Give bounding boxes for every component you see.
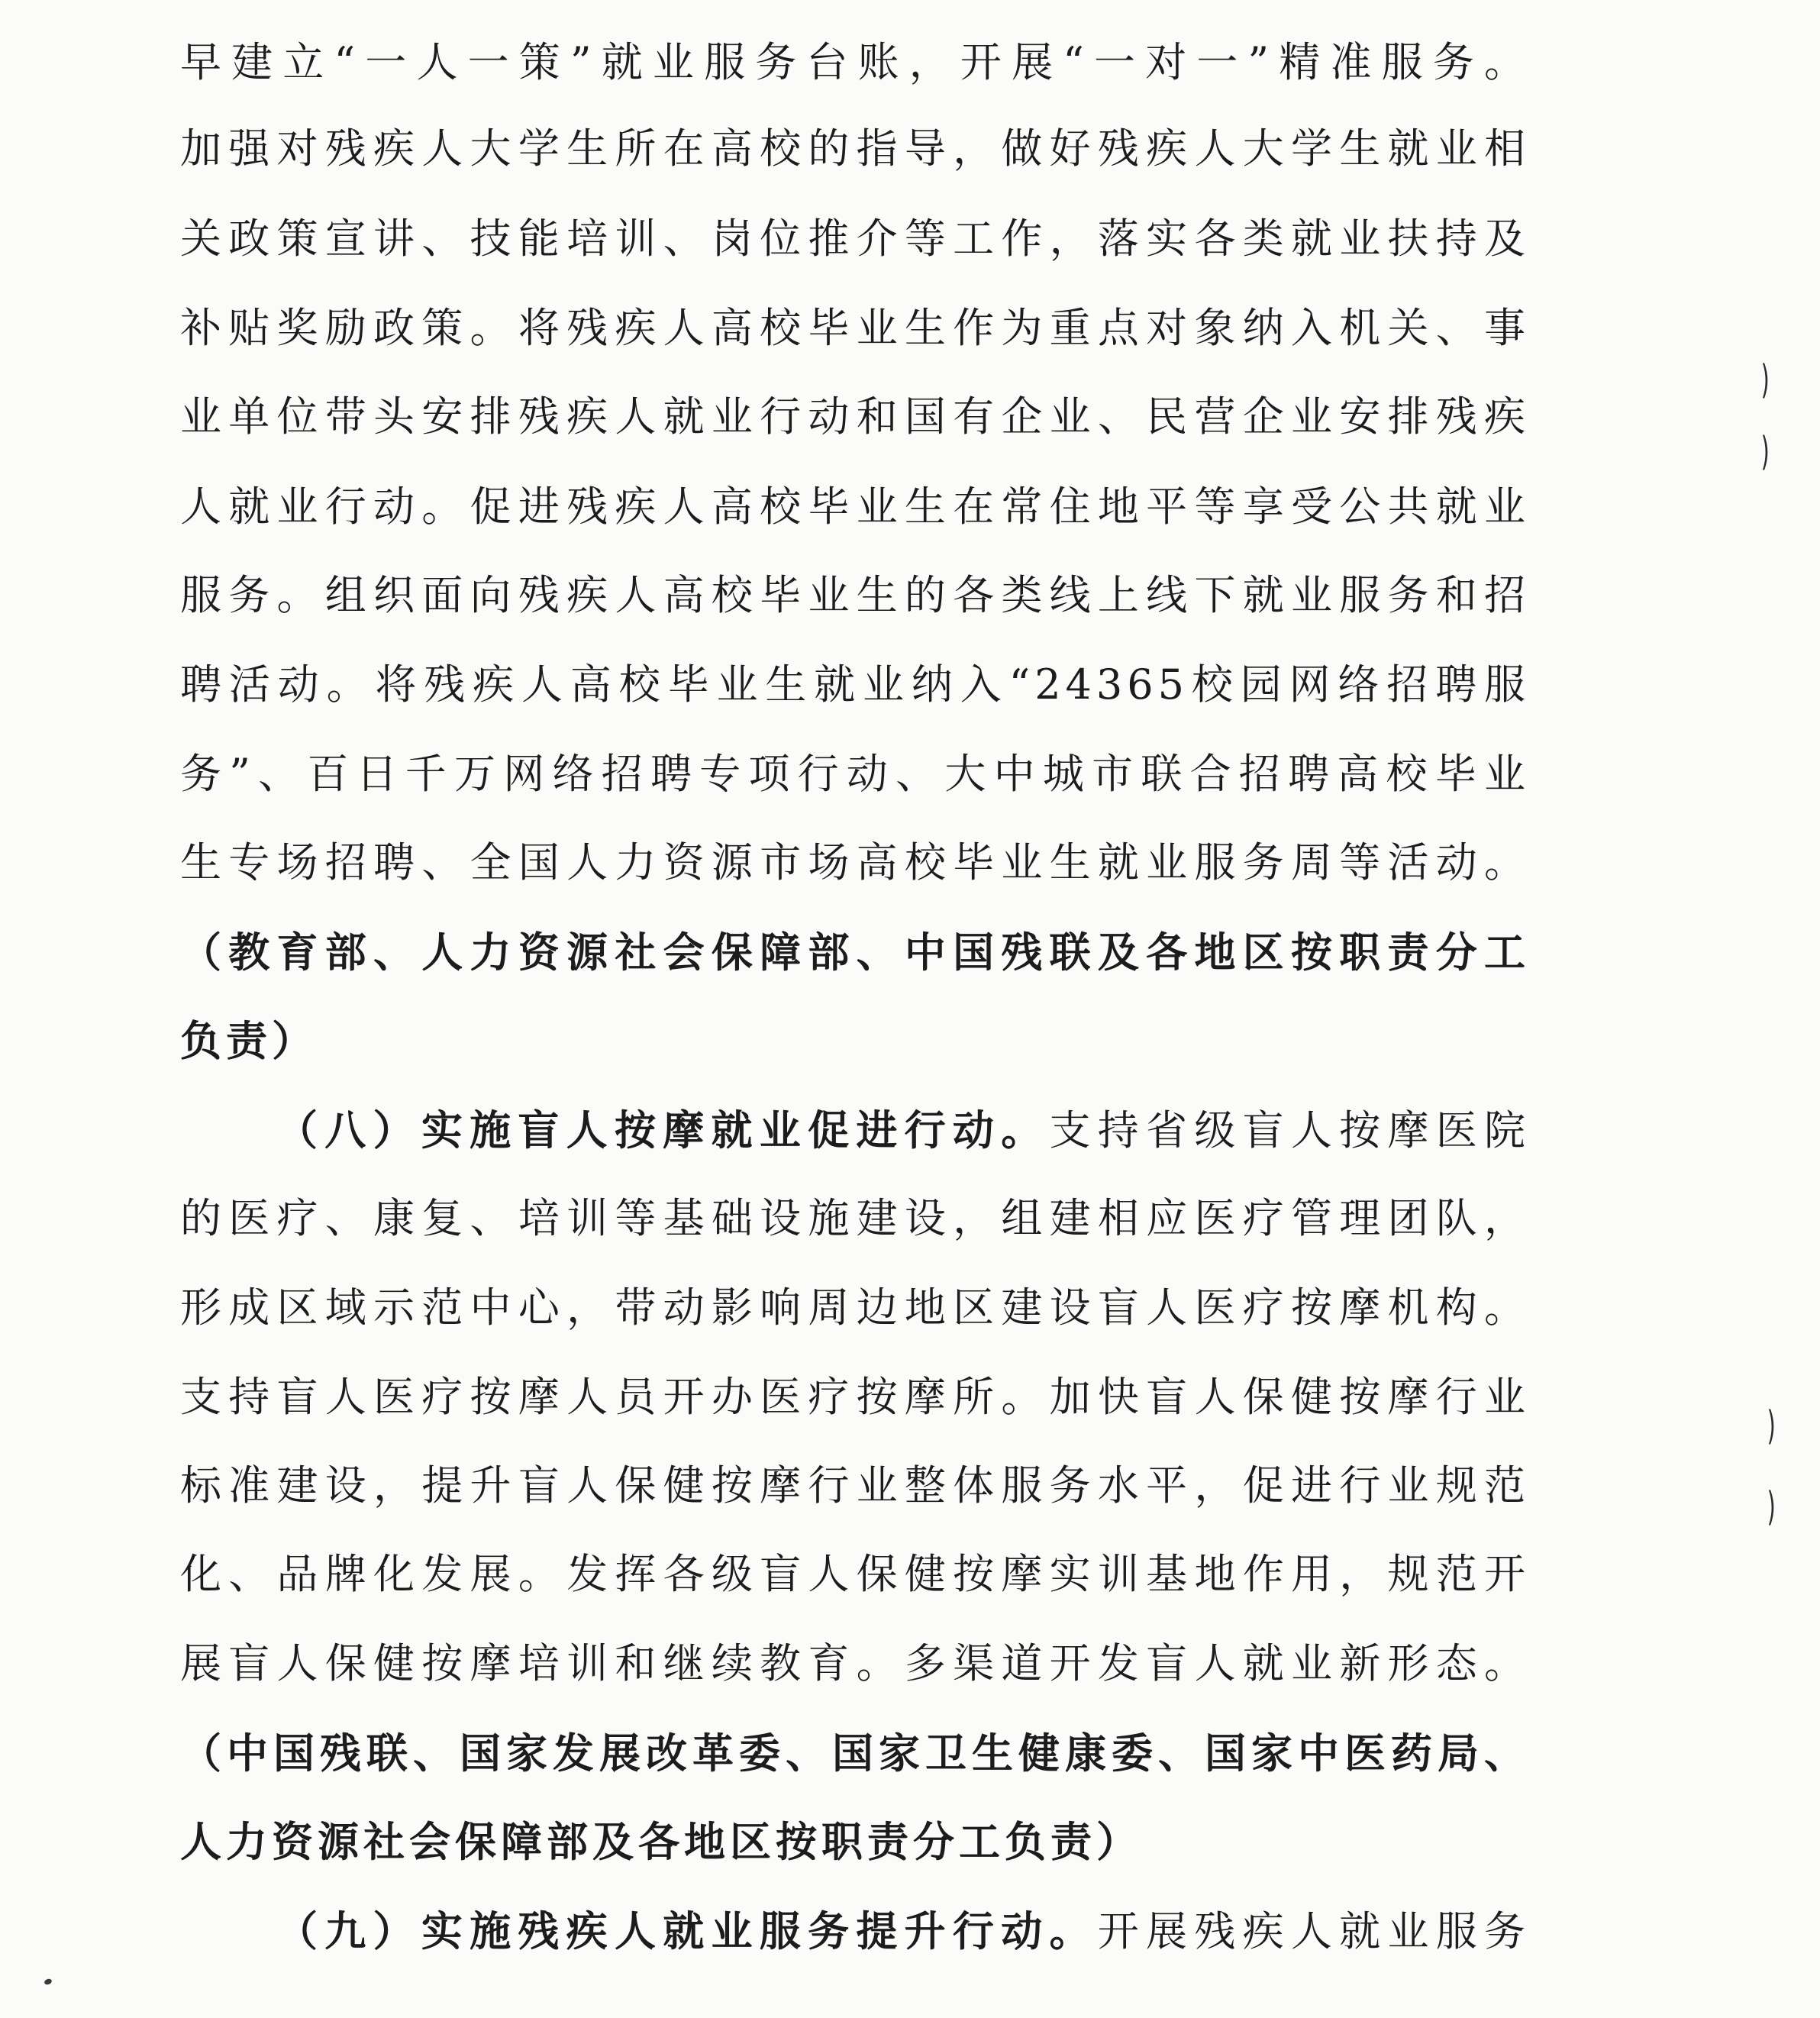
responsibility-note-2-end: 人力资源社会保障部及各地区按职责分工负责）: [180, 1817, 1142, 1866]
responsibility-note-2: （中国残联、国家发展改革委、国家卫生健康委、国家中医药局、: [180, 1729, 1530, 1777]
text-line-15: 支持盲人医疗按摩人员开办医疗按摩所。加快盲人保健按摩行业: [180, 1373, 1530, 1421]
text-line-2: 加强对残疾人大学生所在高校的指导，做好残疾人大学生就业相: [180, 124, 1530, 173]
text-line-7: 服务。组织面向残疾人高校毕业生的各类线上线下就业服务和招: [180, 571, 1530, 619]
text-line-17: 化、品牌化发展。发挥各级盲人保健按摩实训基地作用，规范开: [180, 1550, 1530, 1598]
text-line-4: 补贴奖励政策。将残疾人高校毕业生作为重点对象纳入机关、事: [180, 304, 1530, 352]
text-line-13: 的医疗、康复、培训等基础设施建设，组建相应医疗管理团队，: [180, 1194, 1530, 1242]
text-line-10: 生专场招聘、全国人力资源市场高校毕业生就业服务周等活动。: [180, 838, 1530, 886]
text-line-8: 聘活动。将残疾人高校毕业生就业纳入“24365校园网络招聘服: [180, 660, 1530, 709]
text-line-3: 关政策宣讲、技能培训、岗位推介等工作，落实各类就业扶持及: [180, 215, 1530, 263]
text-line-6: 人就业行动。促进残疾人高校毕业生在常住地平等享受公共就业: [180, 483, 1530, 531]
margin-mark-3: ): [1767, 1403, 1776, 1449]
section-9-first-line: [276, 1900, 1530, 1962]
margin-mark-2: ): [1760, 429, 1770, 475]
text-line-5: 业单位带头安排残疾人就业行动和国有企业、民营企业安排残疾: [180, 392, 1530, 441]
scan-speck: [44, 1978, 53, 1986]
text-line-1: 早建立“一人一策”就业服务台账，开展“一对一”精准服务。: [180, 38, 1530, 86]
section-9-text: 开展残疾人就业服务: [1097, 1907, 1531, 1955]
text-line-16: 标准建设，提升盲人保健按摩行业整体服务水平，促进行业规范: [180, 1461, 1530, 1509]
responsibility-note-1: （教育部、人力资源社会保障部、中国残联及各地区按职责分工: [180, 928, 1530, 977]
text-line-14: 形成区域示范中心，带动影响周边地区建设盲人医疗按摩机构。: [180, 1283, 1530, 1332]
text-line-18: 展盲人保健按摩培训和继续教育。多渠道开发盲人就业新形态。: [180, 1639, 1530, 1687]
section-9-heading: （九）实施残疾人就业服务提升行动。: [276, 1907, 1098, 1955]
section-8-heading: （八）实施盲人按摩就业促进行动。: [276, 1106, 1050, 1154]
margin-mark-4: ): [1767, 1484, 1776, 1530]
section-8-first-line: [276, 1099, 1530, 1161]
responsibility-note-1-end: 负责）: [180, 1016, 318, 1065]
margin-mark-1: ): [1760, 357, 1770, 403]
section-8-text: 支持省级盲人按摩医院: [1049, 1106, 1531, 1154]
text-line-9: 务”、百日千万网络招聘专项行动、大中城市联合招聘高校毕业: [180, 750, 1530, 798]
